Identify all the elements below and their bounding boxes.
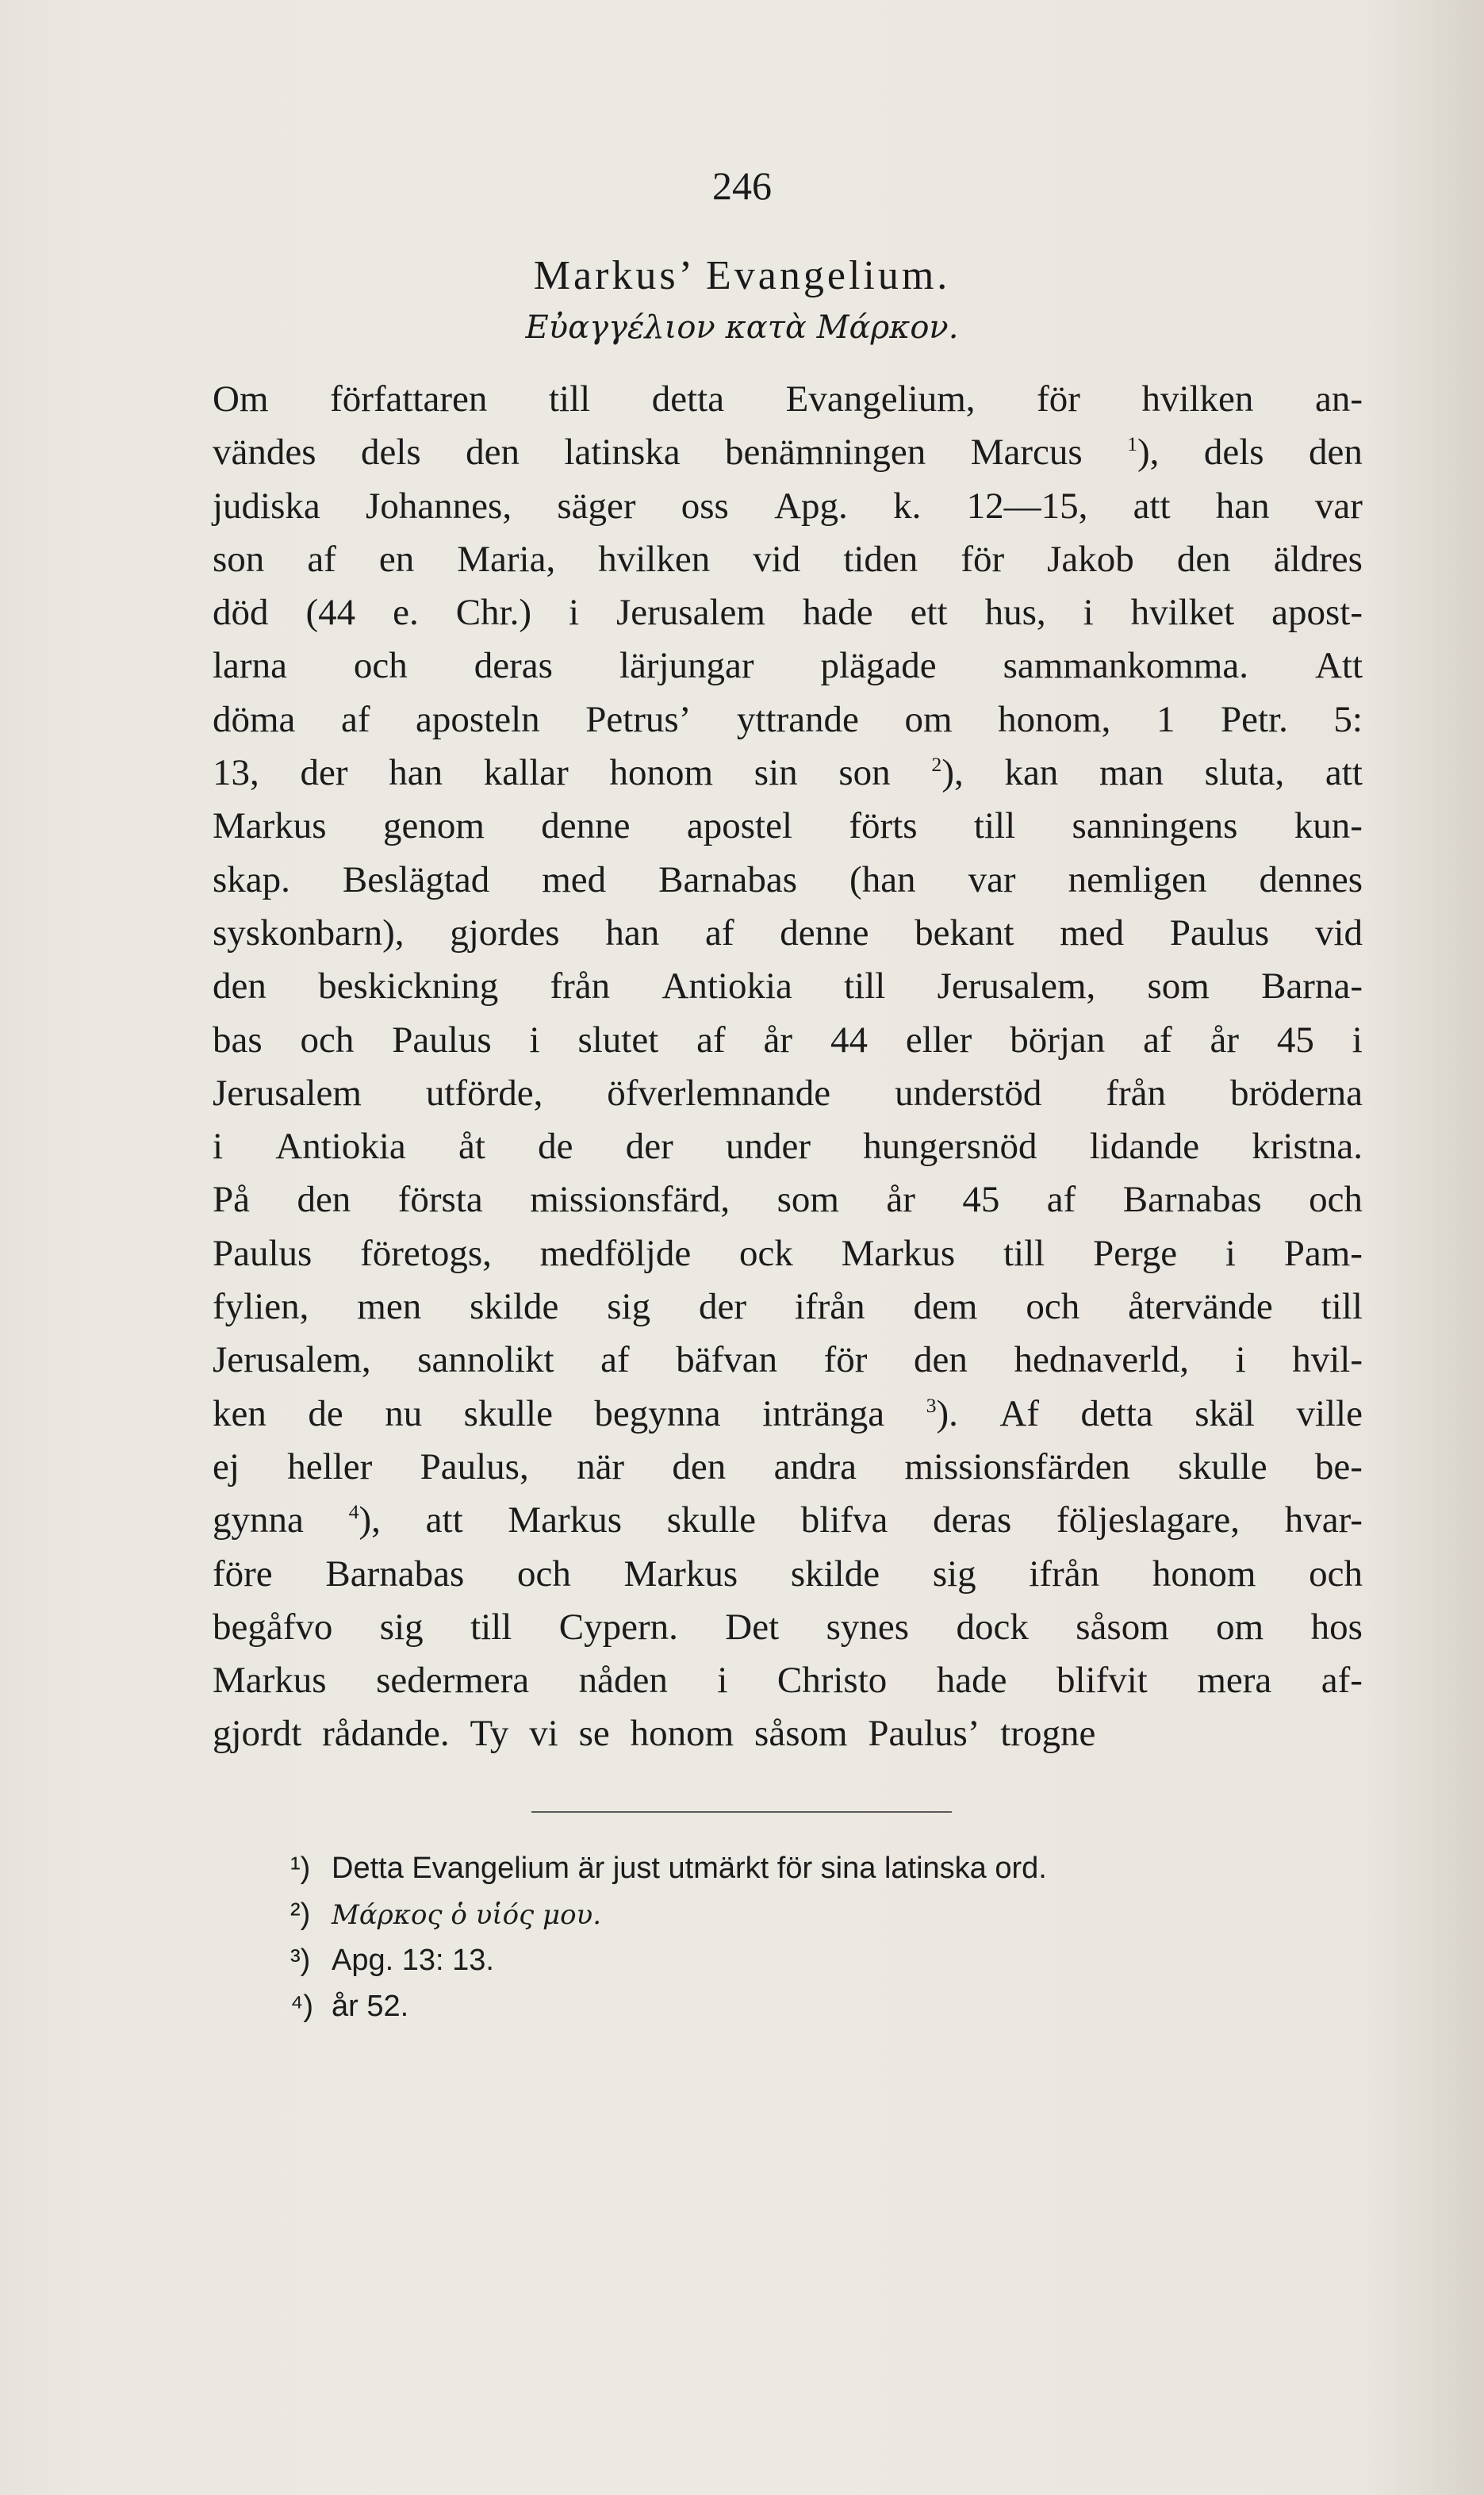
body-line: den beskickning från Antiokia till Jerusalem, som Barna- — [213, 965, 1363, 1008]
body-line: ken de nu skulle begynna intränga $^3$). Af detta skäl ville — [213, 1392, 1363, 1434]
body-line: Jerusalem, sannolikt af bäfvan för den hednaverld, i hvil- — [213, 1339, 1363, 1381]
body-line: Jerusalem utförde, öfverlemnande understöd från bröderna — [213, 1072, 1363, 1114]
chapter-title: Markus’ Evangelium. — [533, 253, 951, 298]
body-line: larna och deras lärjungar plägade sammankomma. Att — [213, 645, 1363, 687]
body-line: syskonbarn), gjordes han af denne bekant med Paulus vid — [213, 912, 1363, 954]
body-line: gynna $^4$), att Markus skulle blifva deras följeslagare, hvar- — [213, 1499, 1363, 1541]
body-line: Paulus företogs, medföljde ock Markus till Perge i Pam- — [213, 1232, 1363, 1274]
body-line: ej heller Paulus, när den andra missionsfärden skulle be- — [213, 1445, 1363, 1487]
footnote-marker: ⁴) — [290, 1990, 313, 2023]
body-line: döma af aposteln Petrus’ yttrande om honom, 1 Petr. 5: — [213, 698, 1363, 740]
body-line: judiska Johannes, säger oss Apg. k. 12—15, att han var — [213, 485, 1363, 527]
body-line: i Antiokia åt de der under hungersnöd lidande kristna. — [213, 1126, 1363, 1168]
body-line: På den första missionsfärd, som år 45 af Barnabas och — [213, 1179, 1363, 1221]
footnote — [290, 1983, 1047, 2029]
footnote-marker: ²) — [290, 1898, 311, 1931]
footnote — [290, 1937, 1047, 1983]
body-line: 13, der han kallar honom sin son $^2$), kan man sluta, att — [213, 752, 1363, 794]
body-line: skap. Beslägtad med Barnabas (han var nemligen dennes — [213, 858, 1363, 900]
footnote-text: år 52. — [332, 1990, 409, 2023]
body-line: Om författaren till detta Evangelium, för hvilken an- — [213, 378, 1363, 420]
footnote-marker: ³) — [290, 1944, 311, 1977]
body-line: gjordt rådande. Ty vi se honom såsom Paulus’ trogne — [213, 1713, 1096, 1755]
footnote-divider — [531, 1811, 952, 1813]
footnote — [290, 1845, 1047, 1891]
footnotes — [290, 1845, 1047, 2029]
body-line: son af en Maria, hvilken vid tiden för Jakob den äldres — [213, 538, 1363, 580]
body-line: bas och Paulus i slutet af år 44 eller början af år 45 i — [213, 1019, 1363, 1061]
footnote — [290, 1891, 1047, 1937]
footnote-marker: ¹) — [290, 1852, 311, 1885]
body-line: Markus sedermera nåden i Christo hade blifvit mera af- — [213, 1660, 1363, 1702]
body-text — [213, 373, 1363, 1761]
footnote-text: Detta Evangelium är just utmärkt för sina latinska ord. — [332, 1852, 1047, 1885]
body-line: före Barnabas och Markus skilde sig ifrån honom och — [213, 1553, 1363, 1595]
footnote-text: Apg. 13: 13. — [332, 1944, 494, 1977]
body-line: vändes dels den latinska benämningen Marcus $^1$), dels den — [213, 432, 1363, 474]
body-line: död (44 e. Chr.) i Jerusalem hade ett hus, i hvilket apost- — [213, 592, 1363, 634]
greek-subtitle: Εὐαγγέλιον κατὰ Μάρκον. — [525, 309, 959, 346]
body-line: fylien, men skilde sig der ifrån dem och återvände till — [213, 1286, 1363, 1328]
body-line: Markus genom denne apostel förts till sanningens kun- — [213, 805, 1363, 847]
page-number: 246 — [712, 163, 772, 208]
footnote-text: Μάρκος ὁ υἱός μου. — [332, 1899, 602, 1931]
body-line: begåfvo sig till Cypern. Det synes dock såsom om hos — [213, 1606, 1363, 1648]
